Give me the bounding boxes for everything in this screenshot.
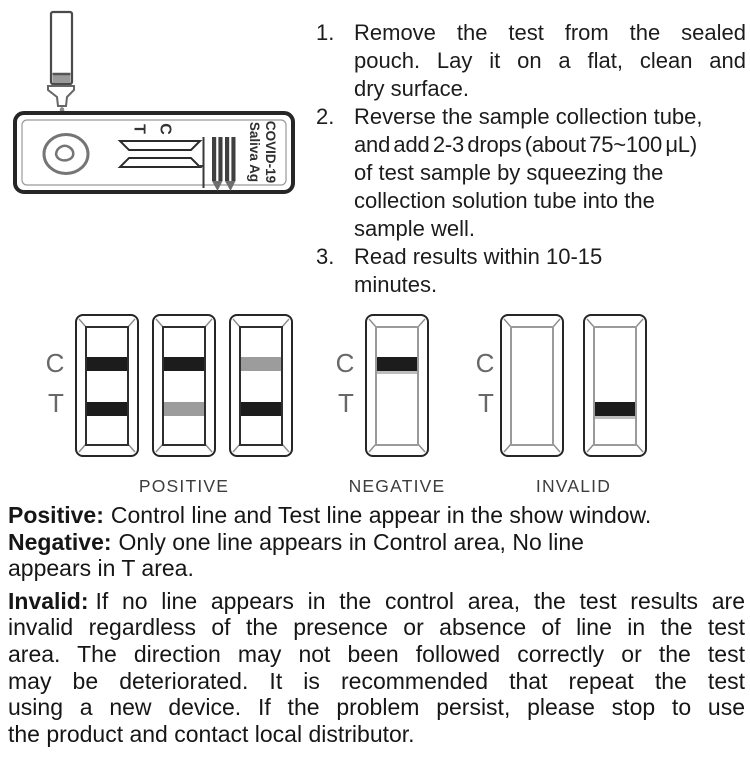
text-line: pouch. Lay it on a flat, clean and bbox=[354, 48, 746, 73]
caption-negative: NEGATIVE bbox=[348, 476, 446, 496]
invalid-line: may be deteriorated. It is recommended that repeat the test bbox=[8, 667, 745, 694]
result-window bbox=[510, 326, 554, 446]
item-number: 2. bbox=[316, 104, 335, 129]
test-line bbox=[241, 402, 281, 416]
text-line: dry surface. bbox=[354, 76, 469, 101]
instruction-item-3 bbox=[316, 243, 746, 299]
cassette-positive-2 bbox=[152, 314, 216, 457]
cassette-positive-1 bbox=[75, 314, 139, 457]
text-line: of test sample by squeezing the bbox=[354, 160, 664, 185]
result-window bbox=[239, 326, 283, 446]
invalid-line: the product and contact local distributor. bbox=[8, 720, 415, 747]
cassette-negative bbox=[365, 314, 429, 457]
text-line: minutes. bbox=[354, 272, 438, 297]
cassette-positive-3 bbox=[229, 314, 293, 457]
item-number: 1. bbox=[316, 20, 335, 45]
instruction-list bbox=[316, 19, 746, 299]
result-window bbox=[162, 326, 206, 446]
invalid-text: If no line appears in the control area, the test results are bbox=[95, 587, 745, 614]
item-text bbox=[354, 243, 746, 299]
sample-application-diagram bbox=[0, 0, 320, 205]
t-row-label: T bbox=[478, 388, 494, 418]
corner-bevels bbox=[365, 314, 429, 457]
device-t-label: T bbox=[130, 124, 148, 134]
test-line bbox=[164, 402, 204, 416]
c-row-label: C bbox=[475, 348, 495, 378]
control-line bbox=[377, 357, 417, 371]
c-row-label: C bbox=[335, 348, 355, 378]
result-window-bottom bbox=[120, 158, 200, 167]
caption-invalid: INVALID bbox=[535, 476, 612, 496]
result-window bbox=[593, 326, 637, 446]
result-window bbox=[375, 326, 419, 446]
t-row-label: T bbox=[338, 388, 354, 418]
cassette-invalid-2 bbox=[583, 314, 647, 457]
invalid-term: Invalid: bbox=[8, 587, 89, 614]
item-text bbox=[354, 19, 746, 103]
item-number: 3. bbox=[316, 244, 335, 269]
corner-bevels bbox=[583, 314, 647, 457]
positive-term: Positive: bbox=[8, 502, 104, 528]
negative-definition-cont: appears in T area. bbox=[8, 555, 194, 582]
t-row-label: T bbox=[48, 388, 64, 418]
negative-text: Only one line appears in Control area, No line bbox=[118, 528, 584, 555]
result-interpretation bbox=[8, 502, 745, 747]
product-name-line2: Saliva Ag bbox=[247, 121, 262, 183]
cassette-invalid-1 bbox=[500, 314, 564, 457]
control-line bbox=[164, 357, 204, 371]
corner-bevels bbox=[229, 314, 293, 457]
test-line bbox=[595, 402, 635, 416]
corner-bevels bbox=[75, 314, 139, 457]
text-line: sample well. bbox=[354, 216, 476, 241]
product-name-line1: COVID-19 bbox=[263, 120, 278, 184]
test-strip-bars bbox=[197, 137, 236, 191]
result-window bbox=[85, 326, 129, 446]
sample-well-drop-icon bbox=[56, 146, 73, 161]
text-line: collection solution tube into the bbox=[354, 188, 655, 213]
invalid-line: using a new device. If the problem persist, please stop to use bbox=[8, 694, 745, 721]
corner-bevels bbox=[152, 314, 216, 457]
result-window-top bbox=[120, 141, 200, 150]
caption-positive: POSITIVE bbox=[138, 476, 230, 496]
invalid-definition bbox=[8, 588, 745, 748]
dropper-nozzle bbox=[48, 86, 74, 106]
test-line bbox=[87, 402, 127, 416]
item-text bbox=[354, 103, 746, 243]
text-line: Read results within 10-15 bbox=[354, 244, 603, 269]
invalid-line bbox=[8, 588, 745, 615]
text-line: Remove the test from the sealed bbox=[354, 20, 746, 45]
device-c-label: C bbox=[156, 123, 174, 135]
c-row-label: C bbox=[45, 348, 65, 378]
negative-term: Negative: bbox=[8, 528, 112, 555]
invalid-line: invalid regardless of the presence or absence of line in the test bbox=[8, 614, 745, 641]
control-line bbox=[241, 357, 281, 371]
text-line: and add 2-3 drops (about 75~100 μL) bbox=[354, 132, 697, 157]
negative-definition bbox=[8, 529, 745, 556]
control-line bbox=[87, 357, 127, 371]
invalid-line: area. The direction may not been followed correctly or the test bbox=[8, 640, 745, 667]
positive-text: Control line and Test line appear in the show window. bbox=[110, 502, 652, 528]
positive-definition bbox=[8, 502, 745, 529]
instruction-item-2 bbox=[316, 103, 746, 243]
text-line: Reverse the sample collection tube, bbox=[354, 104, 703, 129]
corner-bevels bbox=[500, 314, 564, 457]
instruction-item-1 bbox=[316, 19, 746, 103]
